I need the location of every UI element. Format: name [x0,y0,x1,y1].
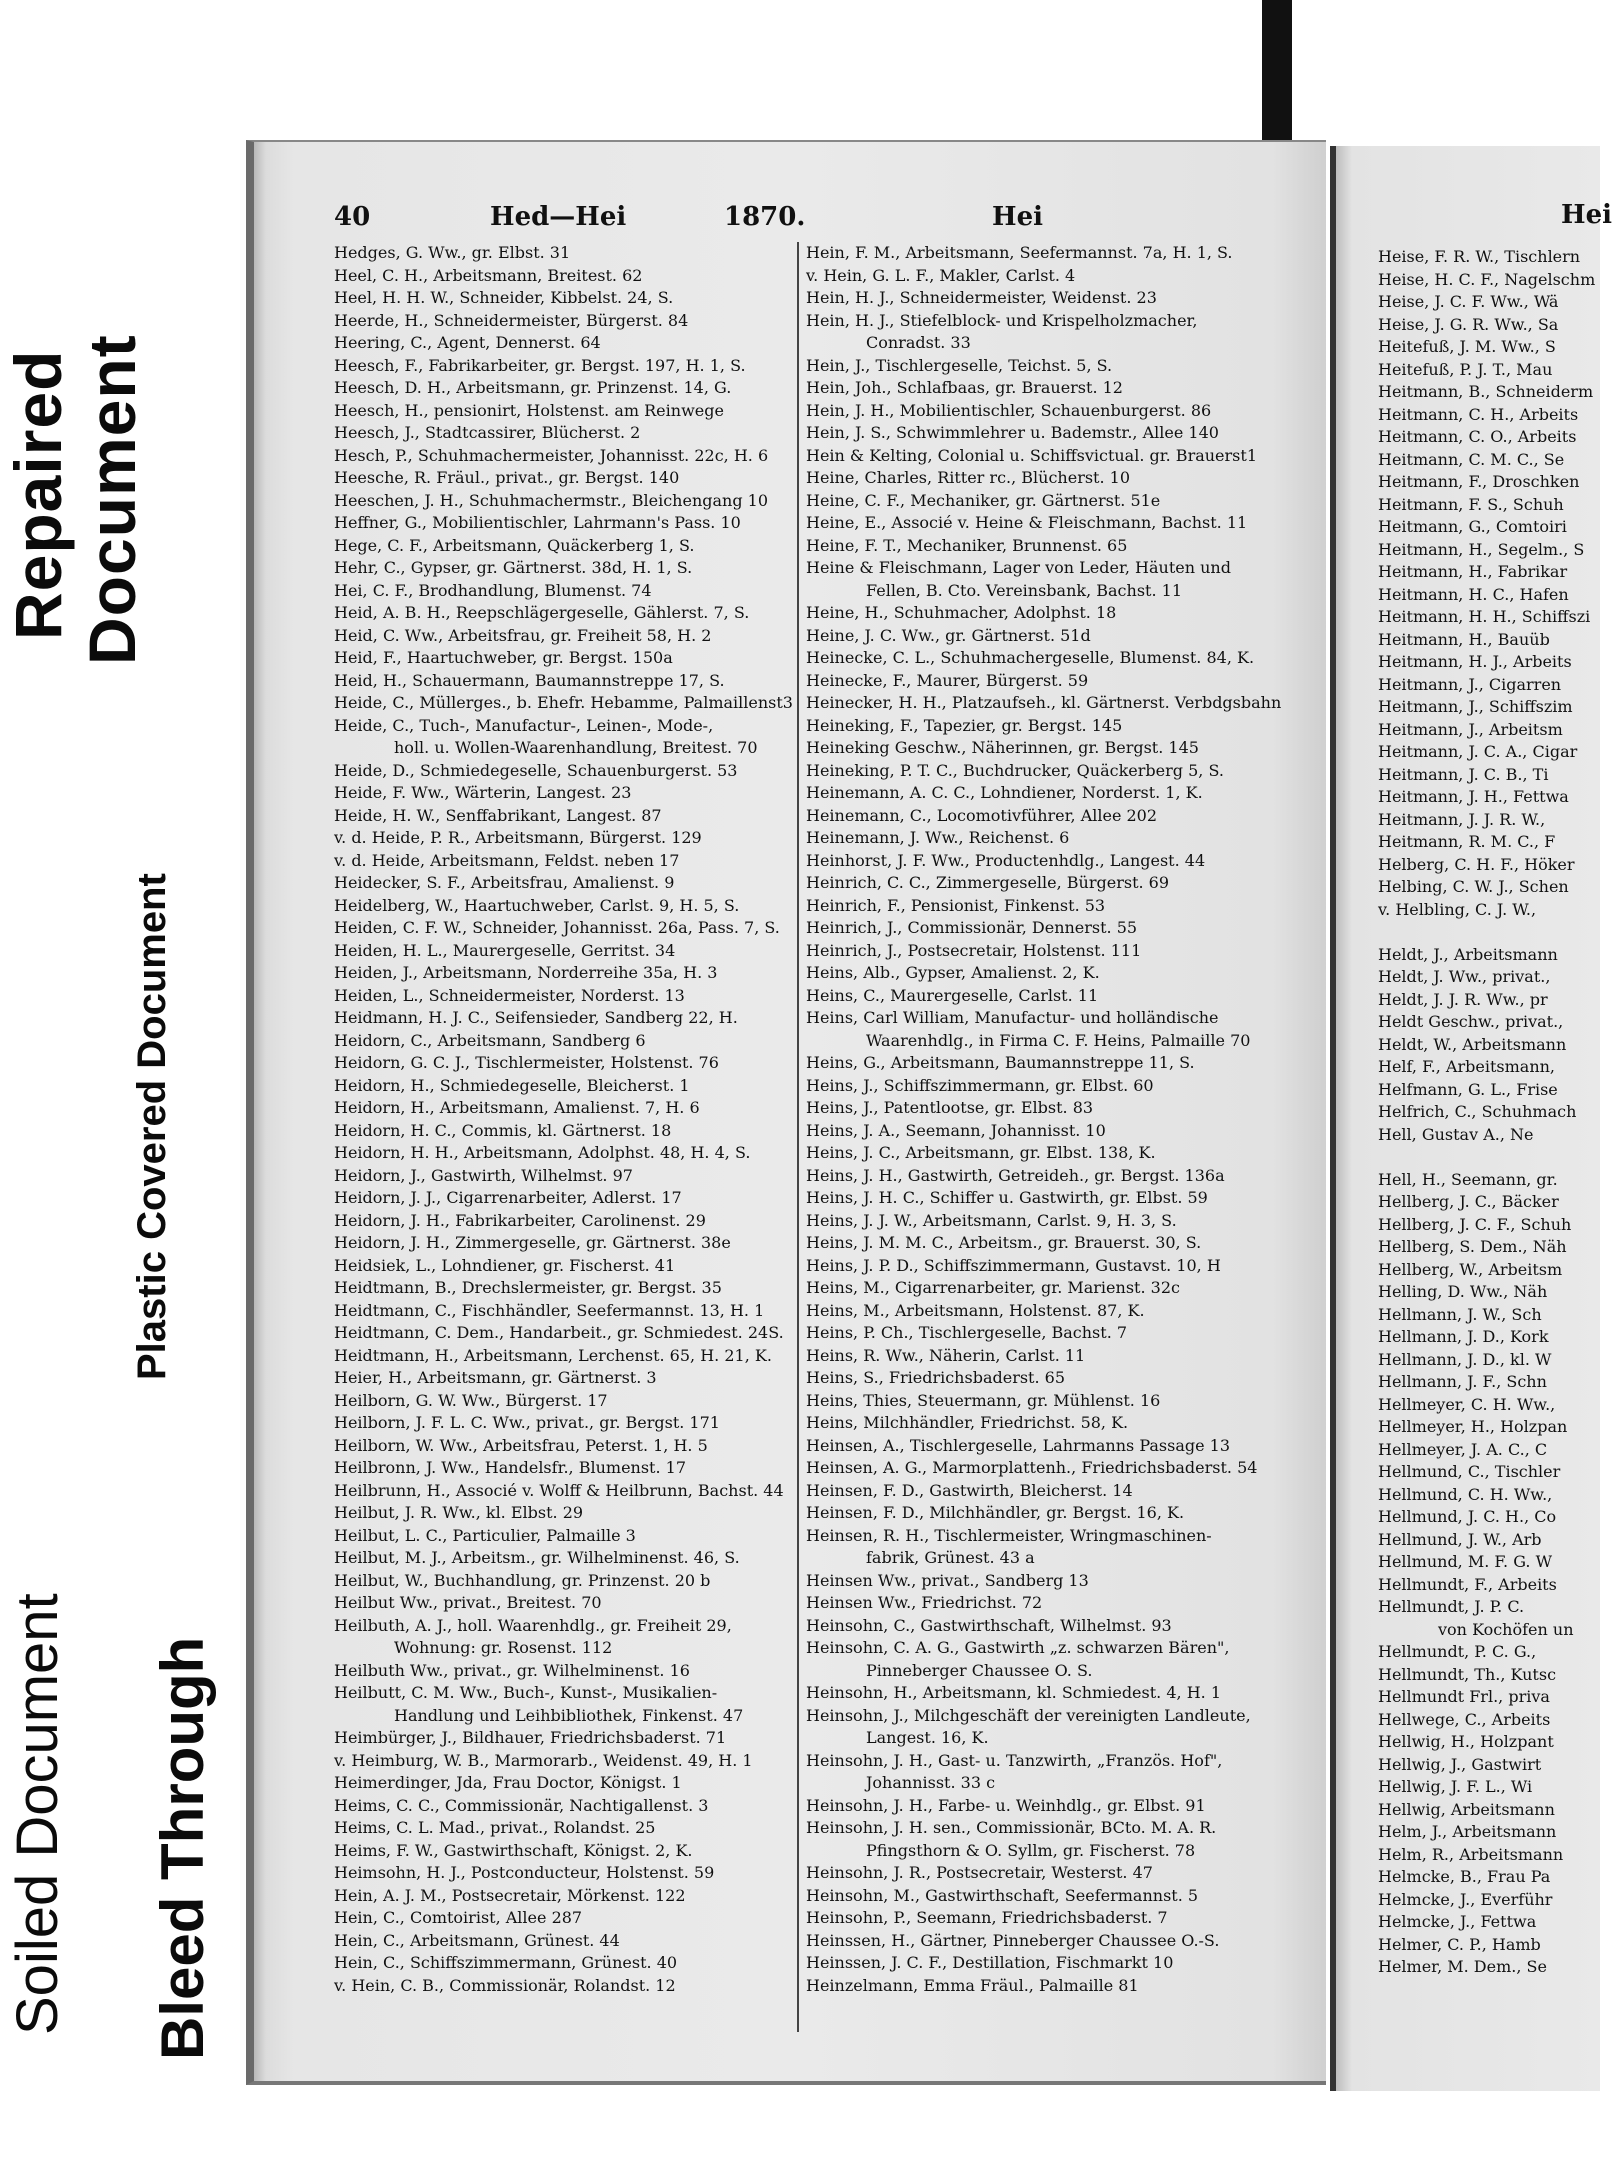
directory-entry: Heidsiek, L., Lohndiener, gr. Fischerst. 41 [334,1255,676,1275]
directory-entry: Heilbronn, J. Ww., Handelsfr., Blumenst. 17 [334,1458,687,1477]
directory-entry [1378,921,1608,944]
directory-entry: v. Hein, G. L. F., Makler, Carlst. 4 [806,265,1076,285]
directory-entry: Hell, Gustav A., Ne [1378,1124,1534,1144]
directory-entry: Heise, J. G. R. Ww., Sa [1378,314,1559,334]
directory-entry: Heid, C. Ww., Arbeitsfrau, gr. Freiheit 58, H. 2 [334,625,712,645]
directory-entry: Heinecke, F., Maurer, Bürgerst. 59 [806,670,1089,690]
directory-entry: Helm, J., Arbeitsmann [1378,1822,1557,1841]
directory-entry: Heinsen Ww., privat., Sandberg 13 [806,1570,1089,1590]
directory-entry: Heinsohn, J. H. sen., Commissionär, BCto. M. A. R. [806,1818,1217,1837]
directory-entry: Heimsohn, H. J., Postconducteur, Holstenst. 59 [334,1863,715,1882]
directory-entry: Heidorn, J. H., Zimmergeselle, gr. Gärtnerst. 38e [334,1233,731,1252]
directory-entry: Hege, C. F., Arbeitsmann, Quäckerberg 1, S. [334,535,695,555]
directory-entry: Hellmund, J. C. H., Co [1378,1507,1557,1526]
directory-entry: Heitmann, G., Comtoiri [1378,517,1567,536]
directory-entry: Hein, F. M., Arbeitsmann, Seefermannst. 7a, H. 1, S. [806,243,1233,262]
directory-entry: Heimerdinger, Jda, Frau Doctor, Königst. 1 [334,1773,682,1792]
directory-entry: Heel, H. H. W., Schneider, Kibbelst. 24, S. [334,288,674,307]
directory-entry: Heesch, J., Stadtcassirer, Blücherst. 2 [334,423,641,442]
directory-entry: Heiden, C. F. W., Schneider, Johannisst. 26a, Pass. 7, S. [334,918,780,937]
directory-entry: Heins, J. M. M. C., Arbeitsm., gr. Brauerst. 30, S. [806,1233,1202,1252]
directory-entry: Heitmann, J., Cigarren [1378,674,1562,694]
directory-entry: Hellmund, J. W., Arb [1378,1529,1542,1549]
directory-entry: Heims, F. W., Gastwirthschaft, Königst. 2, K. [334,1840,693,1860]
directory-entry: Heilbuth Ww., privat., gr. Wilhelminenst. 16 [334,1660,690,1680]
directory-entry: Heilborn, J. F. L. C. Ww., privat., gr. Bergst. 171 [334,1413,720,1432]
directory-entry: Heinssen, J. C. F., Destillation, Fischmarkt 10 [806,1953,1174,1972]
directory-entry: Helfmann, G. L., Frise [1378,1079,1558,1099]
directory-entry: Helfrich, C., Schuhmach [1378,1102,1577,1121]
directory-entry: von Kochöfen un [1438,1619,1574,1639]
directory-entry: Hein, J. S., Schwimmlehrer u. Bademstr., Allee 140 [806,423,1219,442]
directory-entry: Hellmundt, F., Arbeits [1378,1574,1557,1594]
directory-entry: Heinsen, A. G., Marmorplattenh., Friedrichsbaderst. 54 [806,1458,1258,1477]
directory-entry: Heitmann, H., Bauüb [1378,629,1550,649]
directory-entry: Heimbürger, J., Bildhauer, Friedrichsbaderst. 71 [334,1728,727,1747]
directory-entry: Heidorn, H., Arbeitsmann, Amalienst. 7, H. 6 [334,1098,700,1117]
middle-column [806,242,1286,1997]
directory-entry: Hellberg, J. C., Bäcker [1378,1192,1559,1211]
directory-entry: Hein, C., Arbeitsmann, Grünest. 44 [334,1930,620,1950]
directory-entry: Heinsen, F. D., Milchhändler, gr. Bergst. 16, K. [806,1503,1185,1522]
directory-entry: Heinsohn, C., Gastwirthschaft, Wilhelmst. 93 [806,1615,1172,1635]
directory-entry: Handlung und Leihbibliothek, Finkenst. 47 [394,1705,744,1725]
directory-entry: Heldt, J. J. R. Ww., pr [1378,989,1548,1009]
directory-entry: Heidorn, J., Gastwirth, Wilhelmst. 97 [334,1165,633,1185]
directory-entry: Heins, R. Ww., Näherin, Carlst. 11 [806,1345,1086,1365]
directory-entry: Heitmann, C. H., Arbeits [1378,404,1579,424]
directory-entry: Heidorn, H., Schmiedegeselle, Bleicherst. 1 [334,1075,690,1095]
directory-entry: Heilbuth, A. J., holl. Waarenhdlg., gr. Freiheit 29, [334,1615,732,1635]
directory-entry: Heinsohn, M., Gastwirthschaft, Seefermannst. 5 [806,1885,1199,1905]
directory-entry: Heise, J. C. F. Ww., Wä [1378,292,1559,311]
directory-entry: Heid, F., Haartuchweber, gr. Bergst. 150a [334,648,673,667]
directory-entry: Hellmeyer, H., Holzpan [1378,1417,1568,1436]
header-range-right: Hei [992,202,1043,232]
directory-entry: Heitmann, J. C. B., Ti [1378,764,1549,784]
directory-entry: Heerde, H., Schneidermeister, Bürgerst. 84 [334,310,689,330]
directory-entry: Heine, H., Schuhmacher, Adolphst. 18 [806,603,1117,622]
directory-entry: Heldt, J., Arbeitsmann [1378,944,1558,964]
directory-entry: Heins, C., Maurergeselle, Carlst. 11 [806,985,1099,1005]
directory-entry: v. d. Heide, Arbeitsmann, Feldst. neben 17 [334,850,680,870]
directory-entry: Heins, J. P. D., Schiffszimmermann, Gustavst. 10, H [806,1255,1221,1275]
directory-entry: Heidtmann, C., Fischhändler, Seefermannst. 13, H. 1 [334,1300,765,1320]
directory-entry: Hellmann, J. W., Sch [1378,1304,1542,1324]
directory-entry: Heiden, H. L., Maurergeselle, Gerritst. 34 [334,940,676,960]
directory-entry: Waarenhdlg., in Firma C. F. Heins, Palmaille 70 [866,1030,1251,1050]
directory-entry: Hellwig, H., Holzpant [1378,1732,1554,1751]
directory-entry: Heins, G., Arbeitsmann, Baumannstreppe 11, S. [806,1053,1195,1072]
directory-entry: Heins, J. J. W., Arbeitsmann, Carlst. 9, H. 3, S. [806,1210,1177,1230]
directory-entry: Helberg, C. H. F., Höker [1378,854,1575,874]
directory-entry: Heins, J. C., Arbeitsmann, gr. Elbst. 138, K. [806,1143,1156,1162]
directory-entry: Heinsohn, P., Seemann, Friedrichsbaderst. 7 [806,1908,1168,1927]
directory-entry: v. Heimburg, W. B., Marmorarb., Weidenst. 49, H. 1 [334,1750,753,1770]
directory-entry: Heinecke, C. L., Schuhmachergeselle, Blumenst. 84, K. [806,648,1255,667]
directory-entry: Heise, H. C. F., Nagelschm [1378,269,1596,289]
directory-entry: Heitmann, J. C. A., Cigar [1378,742,1578,761]
directory-entry: Heins, M., Arbeitsmann, Holstenst. 87, K. [806,1300,1145,1320]
directory-entry: Heins, J. H. C., Schiffer u. Gastwirth, gr. Elbst. 59 [806,1188,1208,1207]
directory-entry: Heitmann, J., Arbeitsm [1378,719,1563,739]
directory-entry: Hellmann, J. D., kl. W [1378,1349,1552,1369]
directory-entry: Heidorn, H. C., Commis, kl. Gärtnerst. 18 [334,1120,672,1140]
directory-entry: Heinrich, J., Commissionär, Dennerst. 55 [806,918,1138,937]
directory-entry: fabrik, Grünest. 43 a [866,1548,1035,1567]
directory-entry: Heims, C. C., Commissionär, Nachtigallenst. 3 [334,1795,709,1815]
directory-entry: Heitmann, H. H., Schiffszi [1378,607,1591,626]
directory-entry: Heitefuß, J. M. Ww., S [1378,337,1556,356]
directory-entry [1378,1146,1608,1169]
next-page-fragment [1330,146,1612,2091]
directory-entry: Heilbut, W., Buchhandlung, gr. Prinzenst. 20 b [334,1570,711,1590]
directory-entry: Heidorn, H. H., Arbeitsmann, Adolphst. 48, H. 4, S. [334,1143,751,1162]
directory-entry: Hellmundt Frl., priva [1378,1687,1550,1706]
column-divider [797,242,799,2032]
directory-entry: Heilborn, G. W. Ww., Bürgerst. 17 [334,1390,608,1410]
directory-entry: Helbing, C. W. J., Schen [1378,877,1569,896]
directory-entry: Heinsohn, J. H., Gast- u. Tanzwirth, „Französ. Hof", [806,1750,1223,1770]
directory-entry: Heilbutt, C. M. Ww., Buch-, Kunst-, Musikalien- [334,1683,718,1702]
directory-entry: Hesch, P., Schuhmachermeister, Johannisst. 22c, H. 6 [334,445,769,465]
directory-entry: Heidorn, C., Arbeitsmann, Sandberg 6 [334,1030,646,1050]
directory-entry: Heidelberg, W., Haartuchweber, Carlst. 9, H. 5, S. [334,895,740,915]
directory-entry: Hellmann, J. F., Schn [1378,1372,1547,1391]
directory-entry: Heilbut, M. J., Arbeitsm., gr. Wilhelminenst. 46, S. [334,1548,740,1567]
directory-entry: Heitmann, F., Droschken [1378,472,1580,491]
directory-entry: Hellberg, J. C. F., Schuh [1378,1214,1572,1234]
directory-entry: Heinsohn, J., Milchgeschäft der vereinigten Landleute, [806,1705,1251,1725]
directory-entry: Hellmann, J. D., Kork [1378,1327,1549,1346]
directory-entry: Heins, Carl William, Manufactur- und holländische [806,1008,1219,1027]
directory-entry: Heldt, W., Arbeitsmann [1378,1034,1567,1054]
directory-entry: Helling, D. Ww., Näh [1378,1282,1548,1301]
directory-entry: Heins, M., Cigarrenarbeiter, gr. Marienst. 32c [806,1278,1180,1297]
directory-entry: Heinsohn, H., Arbeitsmann, kl. Schmiedest. 4, H. 1 [806,1683,1221,1702]
directory-entry: Heinsen, F. D., Gastwirth, Bleicherst. 14 [806,1480,1133,1500]
directory-entry: Heinsohn, J. H., Farbe- u. Weinhdlg., gr. Elbst. 91 [806,1795,1206,1815]
directory-entry: Hein, J., Tischlergeselle, Teichst. 5, S. [806,355,1113,375]
directory-entry: Heinssen, H., Gärtner, Pinneberger Chaussee O.-S. [806,1930,1220,1950]
directory-entry: Heise, F. R. W., Tischlern [1378,247,1581,266]
directory-entry: Hellmundt, P. C. G., [1378,1642,1537,1661]
directory-entry: Hellmund, C., Tischler [1378,1462,1561,1481]
directory-entry: Heims, C. L. Mad., privat., Rolandst. 25 [334,1818,656,1837]
directory-entry: Hein, H. J., Schneidermeister, Weidenst. 23 [806,288,1157,307]
directory-entry: Heins, J. A., Seemann, Johannisst. 10 [806,1120,1106,1140]
directory-entry: Heine, Charles, Ritter rc., Blücherst. 10 [806,468,1131,487]
directory-entry: Heinsohn, C. A. G., Gastwirth „z. schwarzen Bären", [806,1638,1230,1657]
directory-entry: Hedges, G. Ww., gr. Elbst. 31 [334,243,571,262]
directory-entry: Heidorn, J. J., Cigarrenarbeiter, Adlerst. 17 [334,1188,682,1207]
left-column [334,242,792,1997]
directory-entry: Heitmann, C. O., Arbeits [1378,427,1577,446]
directory-entry: Johannisst. 33 c [866,1773,996,1792]
directory-entry: Heinrich, J., Postsecretair, Holstenst. 111 [806,940,1142,960]
directory-entry: Heidmann, H. J. C., Seifensieder, Sandberg 22, H. [334,1008,738,1027]
directory-entry: Heide, F. Ww., Wärterin, Langest. 23 [334,783,632,802]
directory-entry: v. d. Heide, P. R., Arbeitsmann, Bürgerst. 129 [334,828,702,847]
directory-entry: Hei, C. F., Brodhandlung, Blumenst. 74 [334,580,652,600]
directory-entry: Heilbut, J. R. Ww., kl. Elbst. 29 [334,1503,584,1522]
directory-entry: Heffner, G., Mobilientischler, Lahrmann's Pass. 10 [334,513,741,532]
directory-entry: Heidtmann, C. Dem., Handarbeit., gr. Schmiedest. 24S. [334,1323,784,1342]
directory-entry: Heine, J. C. Ww., gr. Gärtnerst. 51d [806,625,1091,645]
directory-entry: Hell, H., Seemann, gr. [1378,1169,1558,1189]
directory-entry: Heitmann, J. H., Fettwa [1378,787,1569,806]
directory-entry: Hein & Kelting, Colonial u. Schiffsvictual. gr. Brauerst1 [806,445,1257,465]
directory-entry: Heesch, F., Fabrikarbeiter, gr. Bergst. 197, H. 1, S. [334,355,746,375]
directory-entry: Helm, R., Arbeitsmann [1378,1844,1564,1864]
directory-entry: Hellwig, Arbeitsmann [1378,1799,1555,1819]
directory-entry: Heitmann, H. J., Arbeits [1378,652,1572,671]
directory-entry: Heitefuß, P. J. T., Mau [1378,359,1553,379]
directory-entry: Heid, A. B. H., Reepschlägergeselle, Gählerst. 7, S. [334,603,750,622]
directory-entry: Heldt Geschw., privat., [1378,1012,1564,1031]
directory-entry: Heid, H., Schauermann, Baumannstreppe 17, S. [334,670,725,690]
directory-entry: Helmer, M. Dem., Se [1378,1957,1547,1976]
directory-entry: Hehr, C., Gypser, gr. Gärtnerst. 38d, H. 1, S. [334,558,693,577]
directory-entry: Heine & Fleischmann, Lager von Leder, Häuten und [806,558,1231,577]
directory-entry: Heitmann, H., Segelm., S [1378,539,1585,559]
directory-entry: Heel, C. H., Arbeitsmann, Breitest. 62 [334,265,643,285]
directory-entry: Hellmundt, J. P. C. [1378,1597,1525,1616]
directory-entry: Heineking Geschw., Näherinnen, gr. Bergst. 145 [806,738,1199,757]
directory-entry: Heilbrunn, H., Associé v. Wolff & Heilbrunn, Bachst. 44 [334,1480,784,1500]
directory-entry: Heiden, J., Arbeitsmann, Norderreihe 35a, H. 3 [334,963,718,982]
directory-page [246,140,1326,2085]
directory-entry: Heinrich, F., Pensionist, Finkenst. 53 [806,895,1106,915]
directory-entry: Heitmann, R. M. C., F [1378,832,1556,851]
directory-entry: Helmer, C. P., Hamb [1378,1934,1541,1954]
directory-entry: Wohnung: gr. Rosenst. 112 [394,1638,613,1657]
directory-entry: Heitmann, J. J. R. W., [1378,809,1546,829]
directory-entry: Heidecker, S. F., Arbeitsfrau, Amalienst. 9 [334,873,675,892]
directory-entry: Helmcke, J., Fettwa [1378,1912,1537,1931]
directory-entry: Fellen, B. Cto. Vereinsbank, Bachst. 11 [866,580,1182,600]
directory-entry: Heidorn, G. C. J., Tischlermeister, Holstenst. 76 [334,1053,719,1072]
directory-entry: Heitmann, H. C., Hafen [1378,584,1569,604]
directory-entry: Hellmund, C. H. Ww., [1378,1484,1553,1504]
directory-entry: Heine, C. F., Mechaniker, gr. Gärtnerst. 51e [806,490,1161,510]
directory-entry: Pfingsthorn & O. Syllm, gr. Fischerst. 78 [866,1840,1196,1860]
directory-entry: Heitmann, F. S., Schuh [1378,494,1564,514]
directory-entry: Helf, F., Arbeitsmann, [1378,1057,1556,1076]
directory-entry: Heesch, H., pensionirt, Holstenst. am Reinwege [334,400,724,420]
directory-entry: Heide, C., Müllerges., b. Ehefr. Hebamme, Palmaillenst3 [334,693,793,712]
directory-entry: Heinzelmann, Emma Fräul., Palmaille 81 [806,1975,1139,1995]
directory-entry: Heineking, P. T. C., Buchdrucker, Quäckerberg 5, S. [806,760,1224,780]
directory-entry: Heins, Thies, Steuermann, gr. Mühlenst. 16 [806,1390,1161,1410]
directory-entry: Hellmeyer, J. A. C., C [1378,1439,1548,1459]
page-number: 40 [334,202,371,232]
directory-entry: Heins, J., Patentlootse, gr. Elbst. 83 [806,1098,1094,1117]
directory-entry: Heins, P. Ch., Tischlergeselle, Bachst. 7 [806,1323,1128,1342]
directory-entry: Hellmund, M. F. G. W [1378,1552,1553,1571]
directory-entry: Heldt, J. Ww., privat., [1378,967,1551,986]
directory-entry: Heidtmann, H., Arbeitsmann, Lerchenst. 65, H. 21, K. [334,1345,772,1365]
directory-entry: v. Helbling, C. J. W., [1378,899,1537,919]
directory-entry: Hellwig, J. F. L., Wi [1378,1777,1533,1796]
header-range-next-page: Hei [1561,200,1612,230]
directory-entry: Hellwege, C., Arbeits [1378,1709,1551,1729]
directory-entry: Heesche, R. Fräul., privat., gr. Bergst. 140 [334,468,680,487]
directory-entry: Heidtmann, B., Drechslermeister, gr. Bergst. 35 [334,1278,722,1297]
directory-entry: Heeschen, J. H., Schuhmachermstr., Bleichengang 10 [334,490,769,510]
directory-entry: Heilbut, L. C., Particulier, Palmaille 3 [334,1525,636,1545]
directory-entry: Heinemann, C., Locomotivführer, Allee 202 [806,805,1158,825]
directory-entry: Heide, D., Schmiedegeselle, Schauenburgerst. 53 [334,760,738,780]
directory-entry: Heins, Milchhändler, Friedrichst. 58, K. [806,1413,1129,1432]
directory-entry: Hein, Joh., Schlafbaas, gr. Brauerst. 12 [806,378,1123,397]
directory-entry: Pinneberger Chaussee O. S. [866,1660,1093,1680]
directory-entry: Hellberg, W., Arbeitsm [1378,1259,1563,1279]
directory-entry: Heinsen, R. H., Tischlermeister, Wringmaschinen- [806,1525,1212,1545]
directory-entry: Heier, H., Arbeitsmann, gr. Gärtnerst. 3 [334,1368,657,1387]
directory-entry: Heide, C., Tuch-, Manufactur-, Leinen-, Mode-, [334,715,714,735]
directory-entry: Heitmann, B., Schneiderm [1378,382,1594,401]
stamp-soiled: Soiled Document [5,1593,70,2035]
stamp-document: Document [75,334,149,665]
directory-entry: Heilbut Ww., privat., Breitest. 70 [334,1593,602,1612]
right-column [1378,246,1608,1979]
directory-entry: Heinsohn, J. R., Postsecretair, Westerst. 47 [806,1863,1153,1882]
directory-entry: Hellmundt, Th., Kutsc [1378,1664,1557,1684]
directory-entry: Heineking, F., Tapezier, gr. Bergst. 145 [806,715,1123,735]
directory-entry: Hein, C., Schiffszimmermann, Grünest. 40 [334,1953,678,1972]
directory-entry: Hein, J. H., Mobilientischler, Schauenburgerst. 86 [806,400,1212,420]
directory-entry: Heidorn, J. H., Fabrikarbeiter, Carolinenst. 29 [334,1210,706,1230]
directory-entry: Heine, F. T., Mechaniker, Brunnenst. 65 [806,535,1128,555]
directory-entry: Conradst. 33 [866,333,971,352]
directory-entry: v. Hein, C. B., Commissionär, Rolandst. 12 [334,1975,676,1995]
directory-entry: Helmcke, B., Frau Pa [1378,1867,1551,1886]
directory-entry: Heine, E., Associé v. Heine & Fleischmann, Bachst. 11 [806,513,1248,532]
stamp-repaired: Repaired [1,349,75,640]
directory-entry: Heins, Alb., Gypser, Amalienst. 2, K. [806,963,1100,982]
directory-entry: Hellberg, S. Dem., Näh [1378,1237,1567,1256]
stamp-bleed-through: Bleed Through [149,1636,216,2060]
stamp-plastic-covered: Plastic Covered Document [130,873,174,1380]
directory-entry: Heinsen, A., Tischlergeselle, Lahrmanns Passage 13 [806,1435,1231,1455]
directory-entry: Heins, S., Friedrichsbaderst. 65 [806,1368,1066,1387]
scanner-edge-bar [1262,0,1292,152]
directory-entry: Heinrich, C. C., Zimmergeselle, Bürgerst. 69 [806,873,1170,892]
directory-entry: Hein, C., Comtoirist, Allee 287 [334,1908,583,1927]
directory-entry: Heesch, D. H., Arbeitsmann, gr. Prinzenst. 14, G. [334,378,732,397]
directory-entry: Heitmann, C. M. C., Se [1378,449,1565,469]
directory-entry: Heinsen Ww., Friedrichst. 72 [806,1593,1043,1612]
directory-entry: Langest. 16, K. [866,1728,989,1747]
directory-entry: Heinhorst, J. F. Ww., Productenhdlg., Langest. 44 [806,850,1206,870]
header-range-left: Hed—Hei [490,202,627,232]
header-year: 1870. [724,202,806,232]
directory-entry: Heins, J. H., Gastwirth, Getreideh., gr. Bergst. 136a [806,1165,1225,1185]
directory-entry: Heilborn, W. Ww., Arbeitsfrau, Peterst. 1, H. 5 [334,1435,708,1455]
directory-entry: Heinemann, J. Ww., Reichenst. 6 [806,828,1070,847]
directory-entry: Helmcke, J., Everführ [1378,1889,1553,1909]
directory-entry: Hein, A. J. M., Postsecretair, Mörkenst. 122 [334,1885,686,1905]
directory-entry: Heide, H. W., Senffabrikant, Langest. 87 [334,805,662,825]
directory-entry: Heitmann, H., Fabrikar [1378,562,1568,581]
directory-entry: Hein, H. J., Stiefelblock- und Krispelholzmacher, [806,310,1198,330]
directory-entry: Heins, J., Schiffszimmermann, gr. Elbst. 60 [806,1075,1154,1095]
directory-entry: Heinemann, A. C. C., Lohndiener, Norderst. 1, K. [806,783,1203,802]
directory-entry: Heiden, L., Schneidermeister, Norderst. 13 [334,985,685,1005]
directory-entry: Hellwig, J., Gastwirt [1378,1754,1542,1774]
directory-entry: Heering, C., Agent, Dennerst. 64 [334,333,601,352]
directory-entry: Heitmann, J., Schiffszim [1378,697,1573,716]
directory-entry: holl. u. Wollen-Waarenhandlung, Breitest. 70 [394,738,758,757]
directory-entry: Heinecker, H. H., Platzaufseh., kl. Gärtnerst. Verbdgsbahn [806,693,1282,712]
directory-entry: Hellmeyer, C. H. Ww., [1378,1394,1556,1414]
